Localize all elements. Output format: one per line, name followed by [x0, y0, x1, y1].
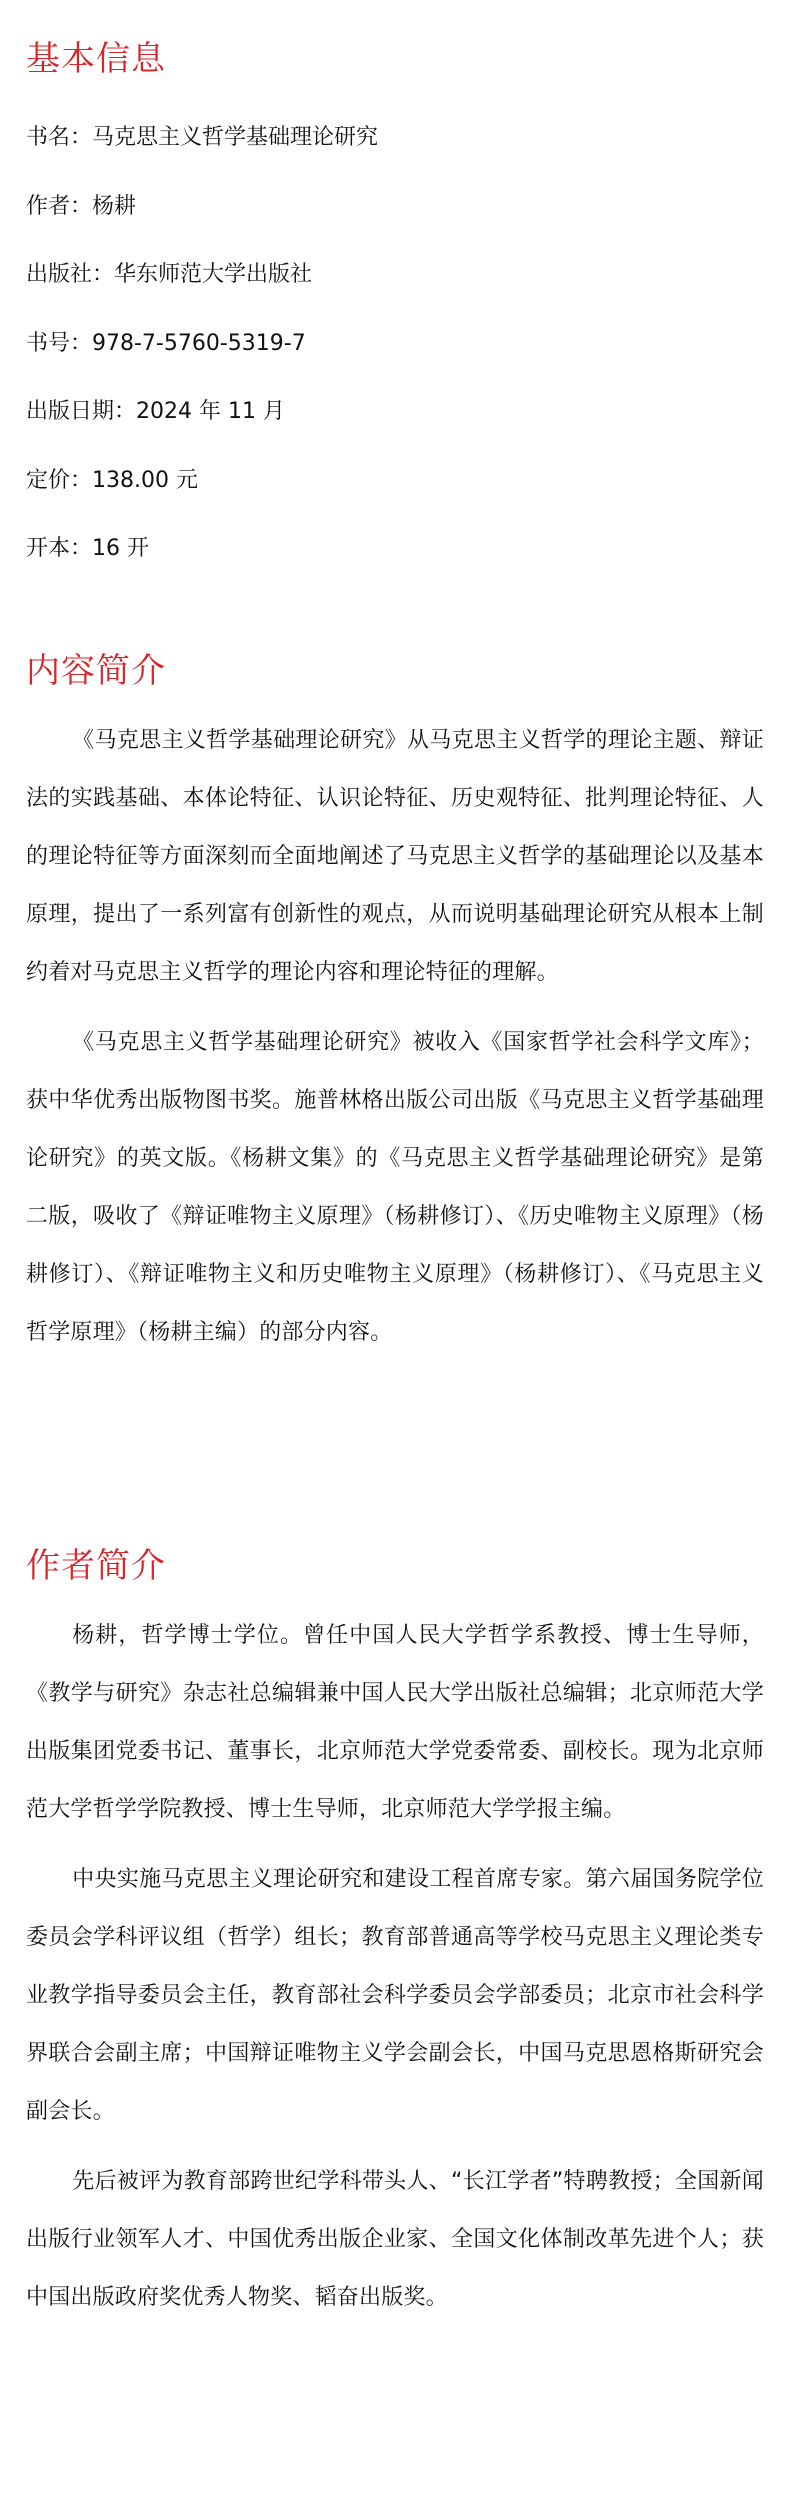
author-intro-body [26, 1607, 764, 2327]
content-intro-body [26, 712, 764, 1362]
basic-info-list [26, 123, 764, 564]
content-intro-section [26, 650, 764, 1374]
author-intro-paragraph: 杨耕，哲学博士学位。曾任中国人民大学哲学系教授、博士生导师，《教学与研究》杂志社总编辑兼中国人民大学出版社总编辑；北京师范大学出版集团党委书记、董事长，北京师范大学党委常委、副校长。现为北京师范大学哲学学院教授、博士生导师，北京师范大学学报主编。 [26, 1623, 764, 1822]
author-row: 作者：杨耕 [26, 193, 137, 219]
basic-info-section [26, 38, 764, 603]
author-intro-paragraph: 中央实施马克思主义理论研究和建设工程首席专家。第六届国务院学位委员会学科评议组（哲学）组长；教育部普通高等学校马克思主义理论类专业教学指导委员会主任，教育部社会科学委员会学部委员；北京市社会科学界联合会副主席；中国辩证唯物主义学会副会长，中国马克思恩格斯研究会副会长。 [26, 1867, 764, 2124]
author-intro-section [26, 1545, 764, 2339]
content-intro-heading: 内容简介 [26, 651, 166, 691]
isbn-row: 书号：978-7-5760-5319-7 [26, 330, 306, 356]
author-intro-heading: 作者简介 [26, 1546, 166, 1586]
basic-info-heading: 基本信息 [26, 39, 166, 79]
price-row: 定价：138.00 元 [26, 467, 198, 493]
content-intro-paragraph: 《马克思主义哲学基础理论研究》从马克思主义哲学的理论主题、辩证法的实践基础、本体论特征、认识论特征、历史观特征、批判理论特征、人的理论特征等方面深刻而全面地阐述了马克思主义哲学的基础理论以及基本原理，提出了一系列富有创新性的观点，从而说明基础理论研究从根本上制约着对马克思主义哲学的理论内容和理论特征的理解。 [26, 728, 764, 985]
content-intro-paragraph: 《马克思主义哲学基础理论研究》被收入《国家哲学社会科学文库》；获中华优秀出版物图书奖。施普林格出版公司出版《马克思主义哲学基础理论研究》的英文版。《杨耕文集》的《马克思主义哲学基础理论研究》是第二版，吸收了《辩证唯物主义原理》（杨耕修订）、《历史唯物主义原理》（杨耕修订）、《辩证唯物主义和历史唯物主义原理》（杨耕修订）、《马克思主义哲学原理》（杨耕主编）的部分内容。 [26, 1030, 764, 1345]
format-row: 开本：16 开 [26, 536, 149, 561]
author-intro-paragraph: 先后被评为教育部跨世纪学科带头人、“长江学者”特聘教授；全国新闻出版行业领军人才、中国优秀出版企业家、全国文化体制改革先进个人；获中国出版政府奖优秀人物奖、韬奋出版奖。 [26, 2169, 764, 2310]
publish-date-row: 出版日期：2024 年 11 月 [26, 399, 285, 424]
book-title-row: 书名：马克思主义哲学基础理论研究 [26, 125, 379, 150]
publisher-row: 出版社：华东师范大学出版社 [26, 262, 313, 287]
